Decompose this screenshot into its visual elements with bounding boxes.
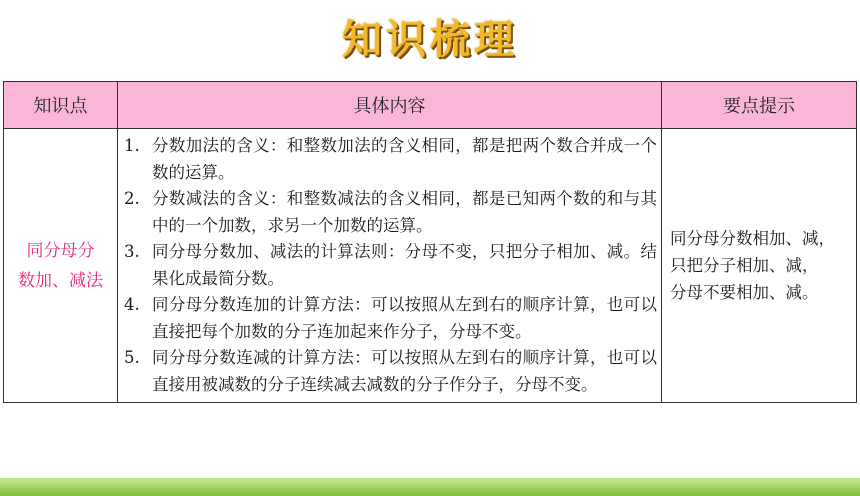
item-text: 分数减法的含义：和整数减法的含义相同，都是已知两个数的和与其中的一个加数，求另一个加数的运算。 [152, 189, 657, 235]
list-item [124, 186, 657, 239]
content-list [124, 133, 657, 398]
item-number: 1. [124, 136, 140, 155]
content-cell [118, 129, 662, 403]
tip-line: 只把分子相加、减， [670, 256, 819, 275]
list-item [124, 239, 657, 292]
list-item [124, 133, 657, 186]
table-header-row [4, 82, 857, 129]
item-text: 分数加法的含义：和整数加法的含义相同，都是把两个数合并成一个数的运算。 [152, 136, 657, 182]
list-item [124, 292, 657, 345]
tip-cell [662, 129, 857, 403]
item-number: 5. [124, 348, 140, 367]
grass-decoration [0, 478, 860, 496]
header-knowledge-point: 知识点 [4, 82, 118, 129]
topic-line: 同分母分 [26, 240, 95, 261]
item-text: 同分母分数加、减法的计算法则：分母不变，只把分子相加、减。结果化成最简分数。 [152, 242, 657, 288]
table-row [4, 129, 857, 403]
tip-line: 分母不要相加、减。 [670, 283, 819, 302]
topic-line: 数加、减法 [18, 270, 103, 291]
list-item [124, 345, 657, 398]
item-number: 3. [124, 242, 140, 261]
tip-line: 同分母分数相加、减， [670, 229, 835, 248]
knowledge-table [3, 81, 857, 403]
item-number: 4. [124, 295, 140, 314]
item-text: 同分母分数连减的计算方法：可以按照从左到右的顺序计算，也可以直接用被减数的分子连续减去减数的分子作分子，分母不变。 [152, 348, 657, 394]
grass-highlight [0, 478, 860, 481]
item-text: 同分母分数连加的计算方法：可以按照从左到右的顺序计算，也可以直接把每个加数的分子连加起来作分子，分母不变。 [152, 295, 657, 341]
topic-cell [4, 129, 118, 403]
page-title: 知识梳理 [342, 16, 518, 63]
item-number: 2. [124, 189, 140, 208]
header-content: 具体内容 [118, 82, 662, 129]
header-key-tips: 要点提示 [662, 82, 857, 129]
